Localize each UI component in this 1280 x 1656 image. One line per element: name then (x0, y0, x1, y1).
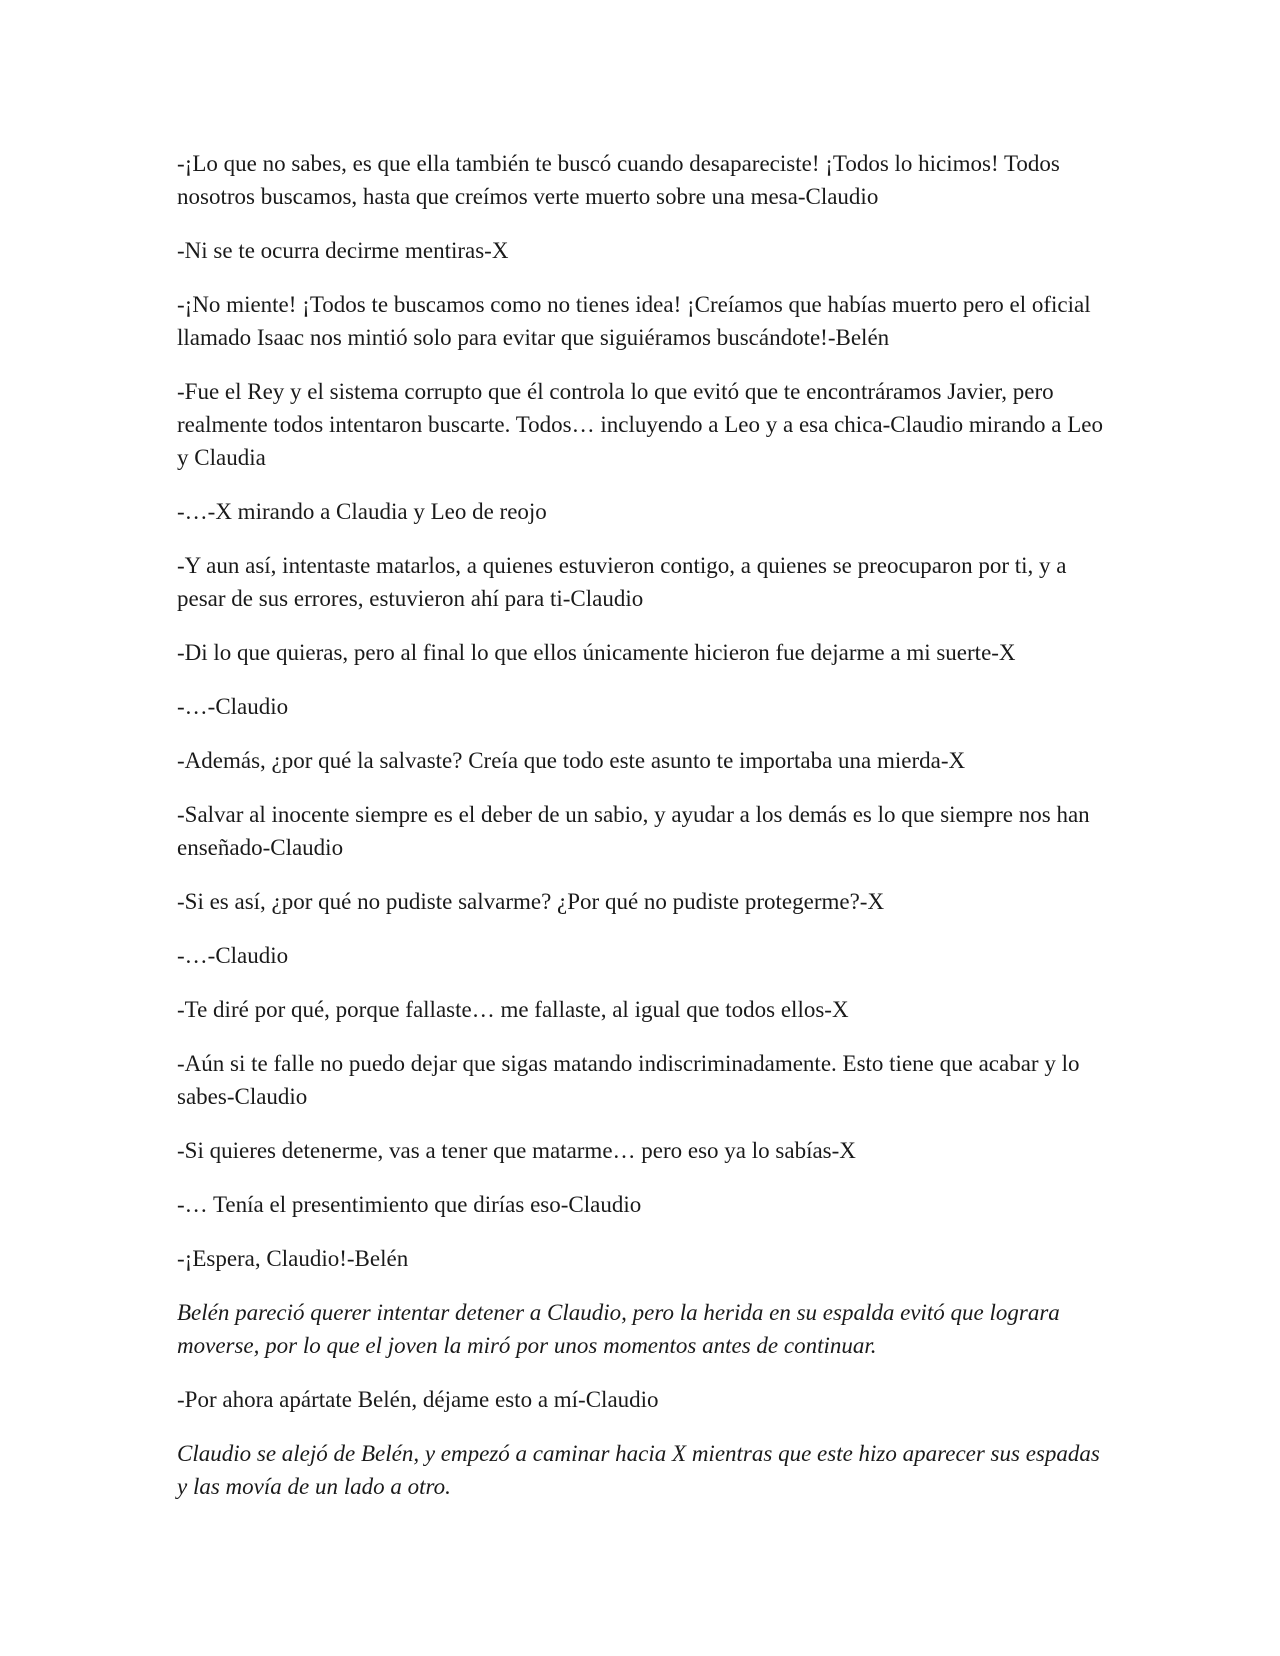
paragraph-19: -Por ahora apártate Belén, déjame esto a mí-Claudio (177, 1387, 659, 1412)
paragraph-1: -¡Lo que no sabes, es que ella también te buscó cuando desapareciste! ¡Todos lo hicimos! Todos nosotros buscamos, hasta que creímos verte muerto sobre una mesa-Claudio (177, 151, 1066, 209)
narration-paragraph-1: Belén pareció querer intentar detener a Claudio, pero la herida en su espalda evitó que lograra moverse, por lo que el joven la miró por unos momentos antes de continuar. (177, 1300, 1066, 1358)
paragraph-5: -…-X mirando a Claudia y Leo de reojo (177, 499, 547, 524)
paragraph-4: -Fue el Rey y el sistema corrupto que él controla lo que evitó que te encontráramos Javier, pero realmente todos intentaron buscarte. Todos… incluyendo a Leo y a esa chica-Claudio mirando a Leo y Claudia (177, 379, 1109, 470)
paragraph-13: -Te diré por qué, porque fallaste… me fallaste, al igual que todos ellos-X (177, 997, 849, 1022)
paragraph-17: -¡Espera, Claudio!-Belén (177, 1246, 409, 1271)
paragraph-8: -…-Claudio (177, 694, 289, 719)
paragraph-3: -¡No miente! ¡Todos te buscamos como no tienes idea! ¡Creíamos que habías muerto pero el oficial llamado Isaac nos mintió solo para evitar que siguiéramos buscándote!-Belén (177, 292, 1097, 350)
narration-paragraph-2: Claudio se alejó de Belén, y empezó a caminar hacia X mientras que este hizo aparecer sus espadas y las movía de un lado a otro. (177, 1441, 1106, 1499)
paragraph-16: -… Tenía el presentimiento que dirías eso-Claudio (177, 1192, 642, 1217)
paragraph-15: -Si quieres detenerme, vas a tener que matarme… pero eso ya lo sabías-X (177, 1138, 856, 1163)
paragraph-10: -Salvar al inocente siempre es el deber de un sabio, y ayudar a los demás es lo que siempre nos han enseñado-Claudio (177, 802, 1096, 860)
document-body (177, 147, 1107, 1524)
paragraph-6: -Y aun así, intentaste matarlos, a quienes estuvieron contigo, a quienes se preocuparon por ti, y a pesar de sus errores, estuvieron ahí para ti-Claudio (177, 553, 1073, 611)
paragraph-2: -Ni se te ocurra decirme mentiras-X (177, 238, 509, 263)
paragraph-11: -Si es así, ¿por qué no pudiste salvarme? ¿Por qué no pudiste protegerme?-X (177, 889, 885, 914)
paragraph-12: -…-Claudio (177, 943, 289, 968)
paragraph-7: -Di lo que quieras, pero al final lo que ellos únicamente hicieron fue dejarme a mi suerte-X (177, 640, 1016, 665)
paragraph-14: -Aún si te falle no puedo dejar que sigas matando indiscriminadamente. Esto tiene que acabar y lo sabes-Claudio (177, 1051, 1086, 1109)
paragraph-9: -Además, ¿por qué la salvaste? Creía que todo este asunto te importaba una mierda-X (177, 748, 966, 773)
